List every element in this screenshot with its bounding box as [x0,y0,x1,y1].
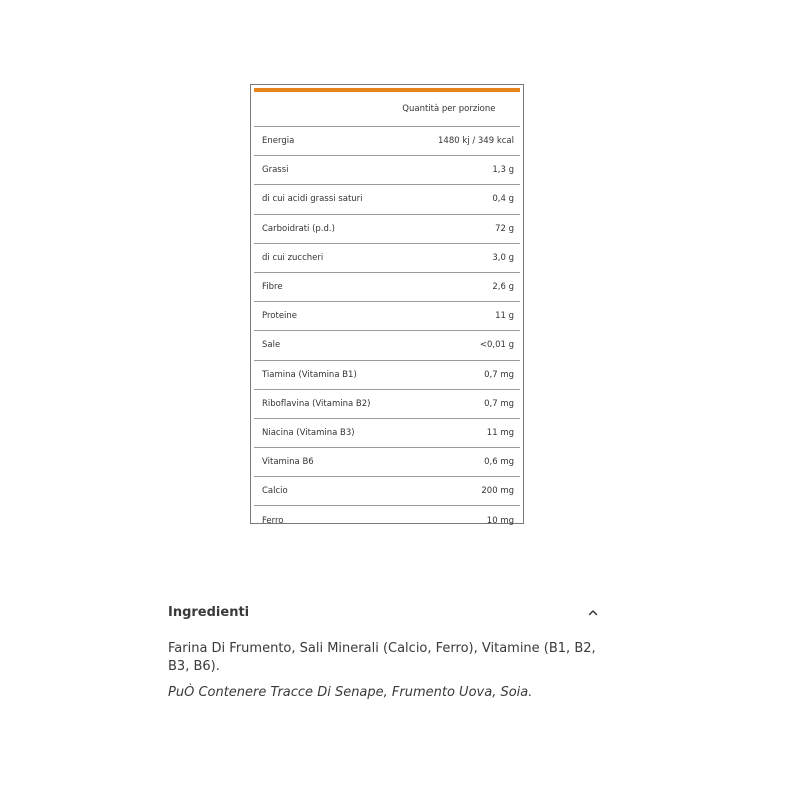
table-row [254,331,520,360]
ingredients-accordion-toggle[interactable] [168,600,602,624]
nutrient-name: Energia [254,127,414,156]
nutrient-value: 0,7 mg [414,360,520,389]
nutrient-name: Calcio [254,477,414,506]
table-row [254,360,520,389]
ingredients-list: Farina Di Frumento, Sali Minerali (Calcio, Ferro), Vitamine (B1, B2, B3, B6). [168,641,596,674]
nutrient-value: 10 mg [486,515,514,526]
table-row [254,506,520,535]
serving-quantity-header: Quantità per porzione [402,90,508,127]
table-row [254,214,520,243]
ingredients-title: Ingredienti [168,604,250,620]
nutrient-name: Sale [254,331,414,360]
table-row [254,243,520,272]
nutrition-table [254,88,520,535]
nutrient-value: 11 g [414,302,520,331]
nutrient-name: Grassi [254,156,414,185]
nutrient-value: <0,01 g [414,331,520,360]
table-row [254,156,520,185]
allergen-warning: PuÒ Contenere Tracce Di Senape, Frumento Uova, Soia. [168,685,533,700]
nutrient-value: 2,6 g [414,272,520,301]
table-row [254,272,520,301]
nutrient-value: 3,0 g [414,243,520,272]
nutrient-column-header [254,90,414,127]
nutrient-name: di cui zuccheri [254,243,414,272]
nutrient-name: Riboflavina (Vitamina B2) [254,389,414,418]
nutrient-value: 0,7 mg [414,389,520,418]
nutrient-value: 1480 kj / 349 kcal [414,127,520,156]
table-row [254,127,520,156]
nutrient-value: 200 mg [414,477,520,506]
nutrient-value: 72 g [414,214,520,243]
nutrient-name: di cui acidi grassi saturi [254,185,414,214]
nutrient-name: Carboidrati (p.d.) [254,214,414,243]
nutrition-facts-box [250,84,524,524]
nutrient-name: Fibre [254,272,414,301]
chevron-up-icon[interactable] [586,605,600,619]
nutrient-value: 0,6 mg [414,448,520,477]
ingredients-accordion [168,600,602,702]
nutrient-name: Tiamina (Vitamina B1) [254,360,414,389]
nutrient-name: Vitamina B6 [254,448,414,477]
nutrient-name: Niacina (Vitamina B3) [254,418,414,447]
table-row [254,389,520,418]
nutrient-name: Proteine [254,302,414,331]
nutrient-value: 1,3 g [414,156,520,185]
table-row [254,477,520,506]
nutrition-header-row [254,90,520,127]
nutrient-value: 11 mg [414,418,520,447]
table-row [254,185,520,214]
table-row [254,448,520,477]
table-row [254,302,520,331]
table-row [254,418,520,447]
nutrient-name: Ferro [262,515,284,526]
nutrient-value: 0,4 g [414,185,520,214]
